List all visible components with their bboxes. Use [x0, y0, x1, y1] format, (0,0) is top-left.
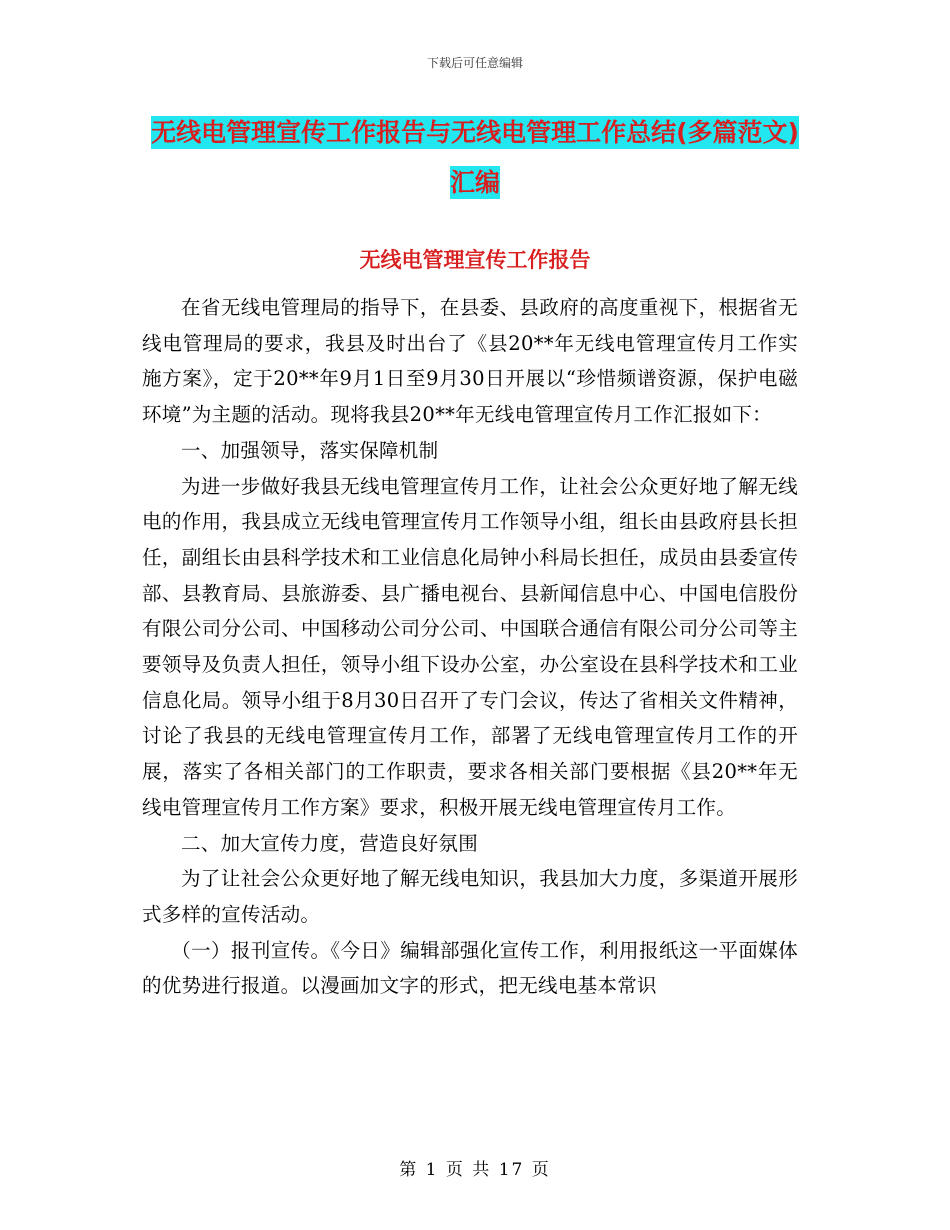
heading-publicity: 二、加大宣传力度，营造良好氛围 — [181, 831, 479, 855]
paragraph-newspaper: （一）报刊宣传。《今日》编辑部强化宣传工作，利用报纸这一平面媒体的优势进行报道。以漫画加文字的形式，把无线电基本常识 — [142, 938, 798, 998]
document-body — [142, 290, 798, 1004]
heading-leadership: 一、加强领导，落实保障机制 — [181, 438, 439, 462]
section-title: 无线电管理宣传工作报告 — [359, 248, 591, 272]
header-note: 下载后可任意编辑 — [426, 56, 523, 70]
paragraph-intro: 在省无线电管理局的指导下，在县委、县政府的高度重视下，根据省无线电管理局的要求，我县及时出台了《县20**年无线电管理宣传月工作实施方案》，定于20**年9月1日至9月30日开展以“珍惜频谱资源，保护电磁环境”为主题的活动。现将我县20**年无线电管理宣传月工作汇报如下： — [142, 296, 798, 427]
paragraph-publicity: 为了让社会公众更好地了解无线电知识，我县加大力度，多渠道开展形式多样的宣传活动。 — [142, 867, 798, 926]
paragraph-leadership: 为进一步做好我县无线电管理宣传月工作，让社会公众更好地了解无线电的作用，我县成立无线电管理宣传月工作领导小组，组长由县政府县长担任，副组长由县科学技术和工业信息化局钟小科局长担任，成员由县委宣传部、县教育局、县旅游委、县广播电视台、县新闻信息中心、中国电信股份有限公司分公司、中国移动公司分公司、中国联合通信有限公司分公司等主要领导及负责人担任，领导小组下设办公室，办公室设在县科学技术和工业信息化局。领导小组于8月30日召开了专门会议，传达了省相关文件精神，讨论了我县的无线电管理宣传月工作，部署了无线电管理宣传月工作的开展，落实了各相关部门的工作职责，要求各相关部门要根据《县20**年无线电管理宣传月工作方案》要求，积极开展无线电管理宣传月工作。 — [142, 474, 798, 819]
document-title-text: 无线电管理宣传工作报告与无线电管理工作总结(多篇范文)汇编 — [151, 118, 799, 197]
page-footer: 第 1 页 共 17 页 — [399, 1160, 551, 1180]
document-title — [140, 108, 810, 208]
